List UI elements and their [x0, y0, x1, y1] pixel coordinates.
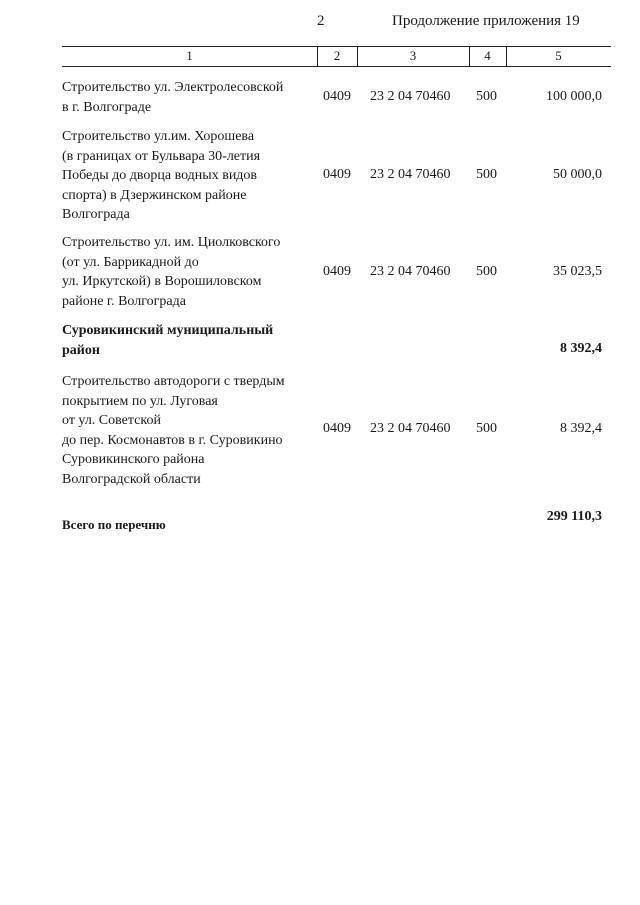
continuation-title: Продолжение приложения 19 — [392, 13, 580, 29]
row-target: 23 2 04 70460 — [370, 421, 451, 436]
district-name: Суровикинский муниципальный район — [62, 323, 274, 358]
row-description: Строительство автодороги с твердым покрытием по ул. Луговая от ул. Советской до пер. Космонавтов в г. Суровикино Суровикинского района Волгоградской области — [62, 374, 285, 487]
row-target: 23 2 04 70460 — [370, 167, 451, 182]
total-amount: 299 110,3 — [546, 509, 602, 524]
row-expense-type: 500 — [476, 89, 497, 104]
column-header: 1 — [186, 48, 193, 63]
table-top-rule — [62, 46, 611, 47]
column-header: 4 — [484, 48, 491, 63]
row-section: 0409 — [323, 264, 351, 279]
column-header: 5 — [555, 48, 562, 63]
row-expense-type: 500 — [476, 167, 497, 182]
row-target: 23 2 04 70460 — [370, 89, 451, 104]
district-amount: 8 392,4 — [560, 341, 602, 356]
row-amount: 50 000,0 — [553, 167, 602, 182]
page-number: 2 — [317, 13, 325, 29]
row-description: Строительство ул. Электролесовской в г. Волгограде — [62, 80, 284, 115]
row-amount: 8 392,4 — [560, 421, 602, 436]
row-amount: 35 023,5 — [553, 264, 602, 279]
row-expense-type: 500 — [476, 421, 497, 436]
row-expense-type: 500 — [476, 264, 497, 279]
row-description: Строительство ул. им. Циолковского (от ул. Баррикадной до ул. Иркутской) в Ворошиловском районе г. Волгограда — [62, 235, 281, 309]
column-header: 2 — [333, 48, 341, 63]
row-target: 23 2 04 70460 — [370, 264, 451, 279]
column-header: 3 — [409, 48, 417, 63]
row-section: 0409 — [323, 89, 351, 104]
table-header-rule — [62, 66, 611, 67]
row-description: Строительство ул.им. Хорошева (в границах от Бульвара 30-летия Победы до дворца водных видов спорта) в Дзержинском районе Волгограда — [62, 129, 261, 222]
row-section: 0409 — [323, 167, 351, 182]
row-amount: 100 000,0 — [546, 89, 602, 104]
total-label: Всего по перечню — [62, 517, 166, 532]
row-section: 0409 — [323, 421, 351, 436]
